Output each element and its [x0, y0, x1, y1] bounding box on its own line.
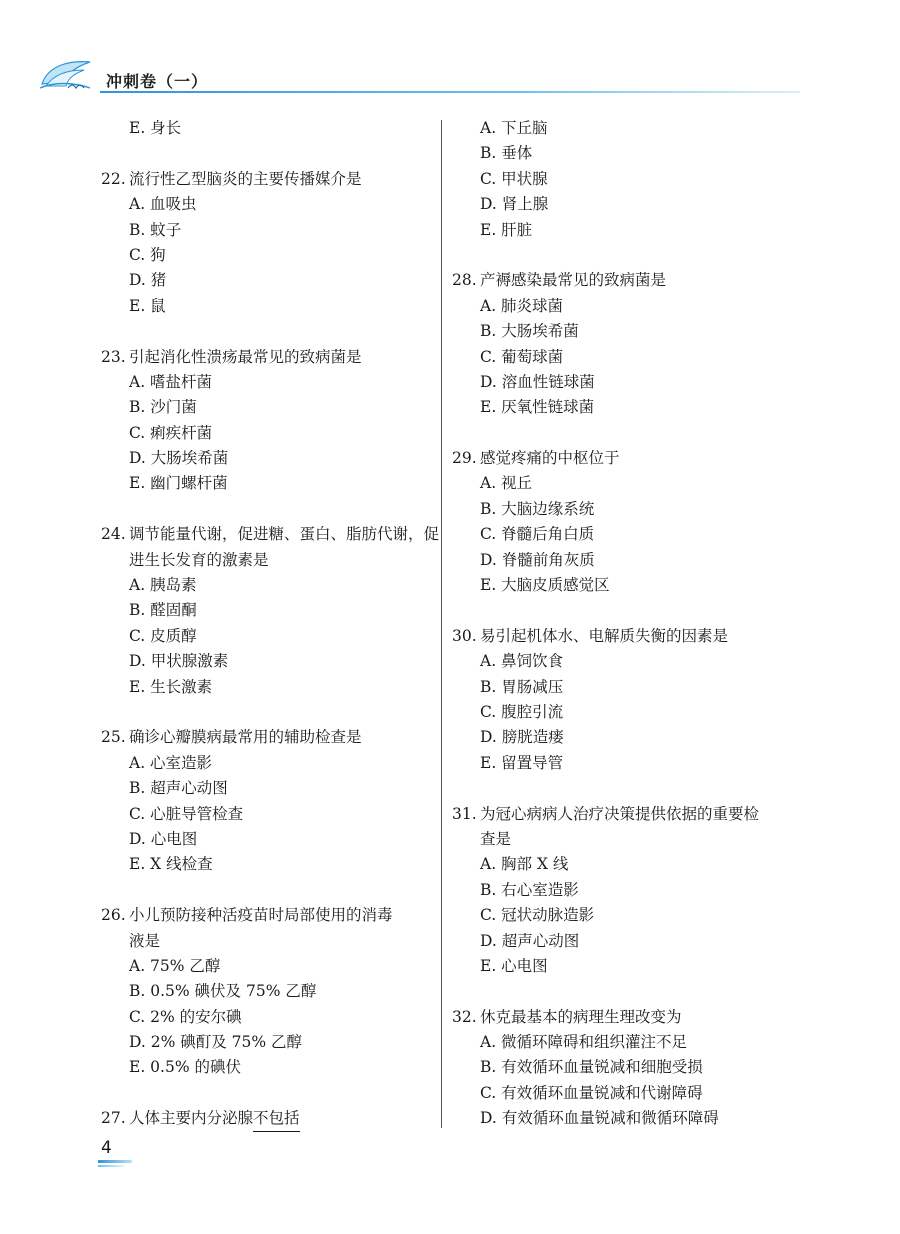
answer-option: A. 胸部 X 线	[480, 855, 569, 874]
answer-option: B. 大脑边缘系统	[480, 499, 595, 518]
question-number: 32.	[452, 1007, 477, 1026]
question-number: 25.	[101, 728, 126, 747]
answer-option: A. 鼻饲饮食	[480, 652, 564, 671]
page-header	[0, 0, 900, 100]
answer-option: D. 膀胱造瘘	[480, 728, 564, 747]
left-column	[101, 116, 440, 1132]
answer-option: A. 心室造影	[129, 753, 213, 772]
header-rule	[100, 91, 800, 93]
answer-option: B. 超声心动图	[129, 779, 228, 798]
question-text-continued: 查是	[480, 829, 512, 848]
spacer	[101, 319, 436, 344]
question-stem	[101, 522, 440, 547]
question-number: 29.	[452, 449, 477, 468]
question-number: 27.	[101, 1109, 126, 1128]
answer-option: A. 75% 乙醇	[129, 956, 221, 975]
question-stem	[101, 1106, 436, 1131]
question-number: 30.	[452, 626, 477, 645]
question-text: 小儿预防接种活疫苗时局部使用的消毒	[129, 906, 393, 925]
answer-option: E. 大脑皮质感觉区	[480, 576, 610, 595]
question-number: 23.	[101, 347, 126, 366]
answer-option: A. 视丘	[480, 474, 533, 493]
answer-option: C. 皮质醇	[129, 626, 197, 645]
question-stem	[452, 1005, 792, 1030]
answer-option: C. 狗	[129, 245, 166, 264]
answer-option: B. 胃肠减压	[480, 677, 564, 696]
question-text: 产褥感染最常见的致病菌是	[480, 271, 667, 290]
answer-option: B. 右心室造影	[480, 880, 579, 899]
answer-option: E. X 线检查	[129, 855, 213, 874]
answer-option: C. 葡萄球菌	[480, 347, 564, 366]
answer-option: B. 醛固酮	[129, 601, 197, 620]
question-stem	[101, 903, 436, 928]
question-text-continued: 进生长发育的激素是	[129, 550, 269, 569]
question-text: 确诊心瓣膜病最常用的辅助检查是	[129, 728, 362, 747]
question-text: 调节能量代谢，促进糖、蛋白、脂肪代谢，促	[129, 525, 440, 544]
answer-option: D. 溶血性链球菌	[480, 372, 595, 391]
question-stem	[452, 802, 792, 827]
answer-option: C. 有效循环血量锐减和代谢障碍	[480, 1083, 703, 1102]
answer-option: B. 0.5% 碘伏及 75% 乙醇	[129, 982, 317, 1001]
page-number-bar	[98, 1160, 132, 1163]
answer-option: A. 胰岛素	[129, 576, 197, 595]
answer-option: E. 生长激素	[129, 677, 213, 696]
answer-option: B. 有效循环血量锐减和细胞受损	[480, 1058, 703, 1077]
answer-option: D. 2% 碘酊及 75% 乙醇	[129, 1033, 303, 1052]
spacer	[101, 700, 436, 725]
spacer	[452, 776, 792, 801]
column-divider	[441, 120, 442, 1128]
answer-option: A. 嗜盐杆菌	[129, 372, 213, 391]
question-number: 28.	[452, 271, 477, 290]
answer-option: D. 甲状腺激素	[129, 652, 229, 671]
answer-option: A. 血吸虫	[129, 195, 197, 214]
answer-option: D. 脊髓前角灰质	[480, 550, 595, 569]
header-title: 冲刺卷（一）	[106, 72, 209, 91]
question-number: 26.	[101, 906, 126, 925]
answer-option: D. 大肠埃希菌	[129, 449, 229, 468]
answer-option: A. 肺炎球菌	[480, 296, 564, 315]
question-text: 休克最基本的病理生理改变为	[480, 1007, 682, 1026]
answer-option: E. 心电图	[480, 956, 548, 975]
question-text-continued: 液是	[129, 931, 161, 950]
answer-option: C. 2% 的安尔碘	[129, 1007, 242, 1026]
answer-option: B. 蚊子	[129, 220, 182, 239]
question-stem	[101, 345, 436, 370]
answer-option: E. 肝脏	[480, 220, 533, 239]
answer-option: D. 超声心动图	[480, 931, 580, 950]
answer-option: D. 猪	[129, 271, 167, 290]
spacer	[101, 497, 436, 522]
answer-option: B. 垂体	[480, 144, 533, 163]
answer-option: C. 痢疾杆菌	[129, 423, 213, 442]
question-text: 引起消化性溃疡最常见的致病菌是	[129, 347, 362, 366]
answer-option: E. 留置导管	[480, 753, 564, 772]
answer-option: E. 鼠	[129, 296, 166, 315]
spacer	[101, 878, 436, 903]
right-column	[452, 116, 792, 1132]
answer-option: E. 幽门螺杆菌	[129, 474, 228, 493]
spacer	[101, 141, 436, 166]
answer-option: B. 大肠埃希菌	[480, 322, 579, 341]
answer-option: C. 冠状动脉造影	[480, 906, 595, 925]
page-number: 4	[101, 1138, 112, 1158]
answer-option: C. 甲状腺	[480, 169, 548, 188]
spacer	[452, 243, 792, 268]
page-number-bar-accent	[98, 1165, 124, 1167]
question-number: 31.	[452, 804, 477, 823]
question-stem	[101, 167, 436, 192]
answer-option: A. 下丘脑	[480, 119, 548, 137]
emphasized-text: 不包括	[253, 1106, 300, 1131]
winged-book-logo	[38, 58, 92, 94]
answer-option: E. 厌氧性链球菌	[480, 398, 595, 417]
spacer	[101, 1081, 436, 1106]
question-stem	[101, 725, 436, 750]
question-text: 人体主要内分泌腺	[129, 1109, 254, 1128]
answer-option: E. 身长	[129, 119, 182, 137]
answer-option: A. 微循环障碍和组织灌注不足	[480, 1033, 688, 1052]
question-number: 22.	[101, 169, 126, 188]
question-stem	[452, 446, 792, 471]
answer-option: D. 肾上腺	[480, 195, 549, 214]
answer-option: B. 沙门菌	[129, 398, 197, 417]
answer-option: D. 心电图	[129, 829, 198, 848]
answer-option: C. 脊髓后角白质	[480, 525, 595, 544]
question-text: 感觉疼痛的中枢位于	[480, 449, 620, 468]
answer-option: E. 0.5% 的碘伏	[129, 1058, 241, 1077]
question-stem	[452, 268, 792, 293]
answer-option: C. 心脏导管检查	[129, 804, 244, 823]
question-number: 24.	[101, 525, 126, 544]
spacer	[452, 421, 792, 446]
question-text: 流行性乙型脑炎的主要传播媒介是	[129, 169, 362, 188]
spacer	[452, 598, 792, 623]
question-stem	[452, 624, 792, 649]
question-text: 易引起机体水、电解质失衡的因素是	[480, 626, 729, 645]
question-text: 为冠心病病人治疗决策提供依据的重要检	[480, 804, 760, 823]
spacer	[452, 979, 792, 1004]
answer-option: C. 腹腔引流	[480, 702, 564, 721]
answer-option: D. 有效循环血量锐减和微循环障碍	[480, 1109, 719, 1128]
